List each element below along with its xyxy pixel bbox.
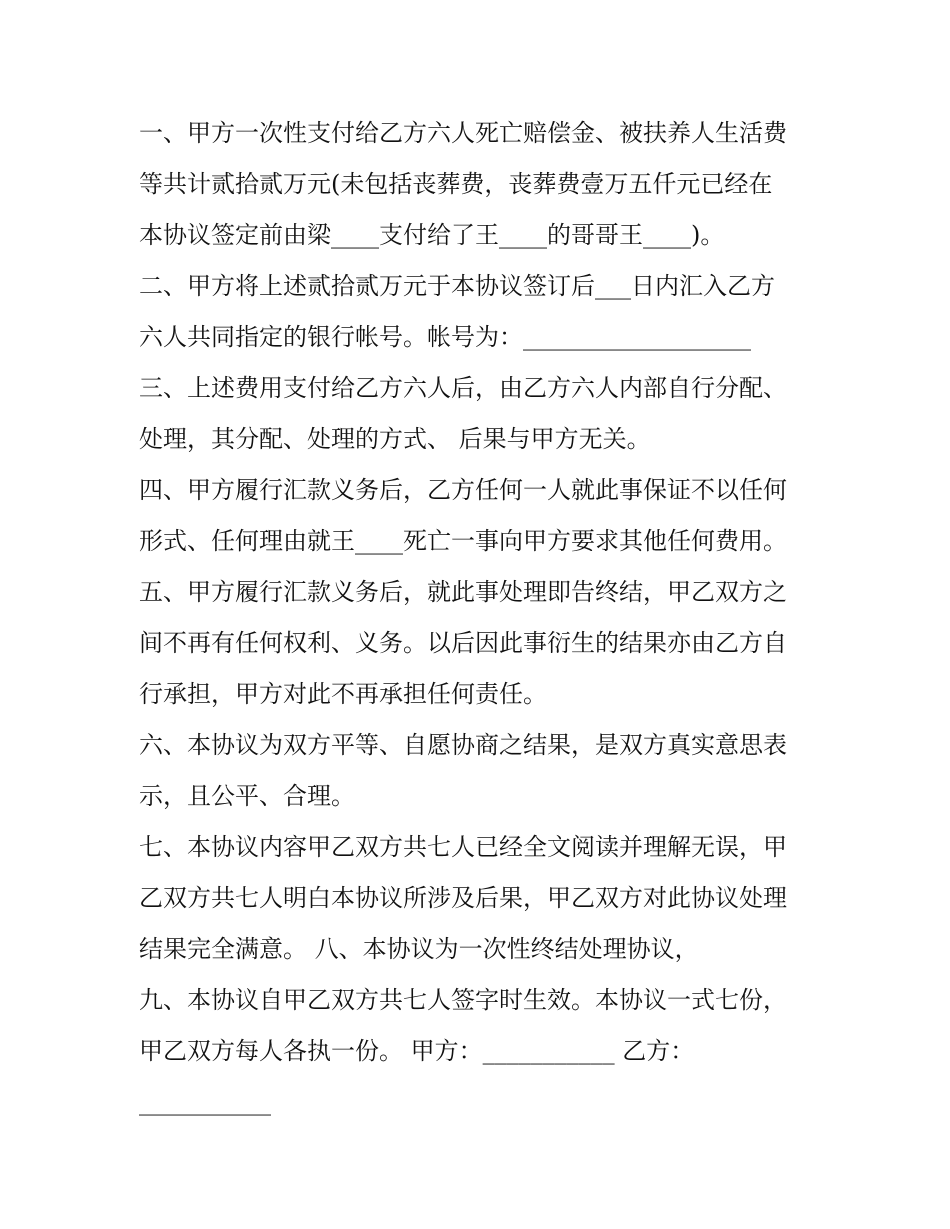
text-line: 间不再有任何权利、义务。以后因此事衍生的结果亦由乙方自 bbox=[139, 629, 787, 657]
text-line: 四、甲方履行汇款义务后，乙方任何一人就此事保证不以任何 bbox=[139, 476, 787, 504]
text-line: 结果完全满意。 八、本协议为一次性终结处理协议， bbox=[139, 935, 699, 963]
text-line: 三、上述费用支付给乙方六人后，由乙方六人内部自行分配、 bbox=[139, 374, 787, 402]
text-line: 二、甲方将上述贰拾贰万元于本协议签订后___日内汇入乙方 bbox=[139, 272, 775, 300]
text-line: 五、甲方履行汇款义务后，就此事处理即告终结，甲乙双方之 bbox=[139, 578, 787, 606]
text-line: 七、本协议内容甲乙双方共七人已经全文阅读并理解无误，甲 bbox=[139, 833, 787, 861]
text-line: 九、本协议自甲乙双方共七人签字时生效。本协议一式七份， bbox=[139, 986, 787, 1014]
text-line: 本协议签定前由梁____支付给了王____的哥哥王____)。 bbox=[139, 221, 725, 249]
text-line: 六人共同指定的银行帐号。帐号为：___________________ bbox=[139, 323, 751, 351]
text-line: 示，且公平、合理。 bbox=[139, 782, 355, 810]
text-line: 乙双方共七人明白本协议所涉及后果，甲乙双方对此协议处理 bbox=[139, 884, 787, 912]
text-line: 六、本协议为双方平等、自愿协商之结果，是双方真实意思表 bbox=[139, 731, 787, 759]
text-line: 形式、任何理由就王____死亡一事向甲方要求其他任何费用。 bbox=[139, 527, 787, 555]
text-line: 处理，其分配、处理的方式、 后果与甲方无关。 bbox=[139, 425, 651, 453]
agreement-body bbox=[139, 108, 819, 1128]
text-line: 等共计贰拾贰万元(未包括丧葬费，丧葬费壹万五仟元已经在 bbox=[139, 170, 773, 198]
signature-line: 甲乙双方每人各执一份。 甲方：___________ 乙方： bbox=[139, 1037, 695, 1065]
text-line: 一、甲方一次性支付给乙方六人死亡赔偿金、被扶养人生活费 bbox=[139, 119, 787, 147]
signature-blank: ___________ bbox=[139, 1088, 271, 1116]
text-line: 行承担，甲方对此不再承担任何责任。 bbox=[139, 680, 547, 708]
